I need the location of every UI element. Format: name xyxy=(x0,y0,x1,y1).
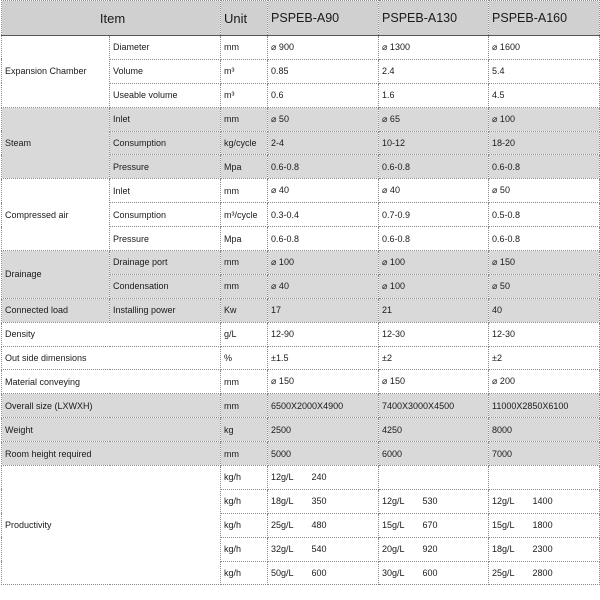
value-cell: 11000X2850X6100 xyxy=(489,394,600,418)
unit-cell: mm xyxy=(221,251,268,275)
productivity-value-cell xyxy=(489,513,600,537)
value-cell: 2.4 xyxy=(379,59,489,83)
productivity-value-cell xyxy=(489,561,600,585)
value-cell: ±1.5 xyxy=(268,346,379,370)
density-value: 12g/L xyxy=(492,496,515,507)
value-cell: 0.6 xyxy=(268,83,379,107)
value-cell: ⌀ 1300 xyxy=(379,36,489,60)
sub-item-label: Volume xyxy=(110,59,221,83)
value-cell: 10-12 xyxy=(379,131,489,155)
value-cell: ⌀ 150 xyxy=(268,370,379,394)
output-value: 670 xyxy=(422,520,438,531)
productivity-value-cell xyxy=(268,537,379,561)
value-cell: 0.6-0.8 xyxy=(489,155,600,179)
header-row xyxy=(2,1,600,36)
productivity-value-cell xyxy=(379,561,489,585)
density-value: 50g/L xyxy=(271,568,294,579)
group-label: Connected load xyxy=(2,298,110,322)
density-value: 20g/L xyxy=(382,544,405,555)
productivity-value-cell xyxy=(379,489,489,513)
density-value: 30g/L xyxy=(382,568,405,579)
value-cell: 6000 xyxy=(379,442,489,466)
spec-table xyxy=(1,0,600,585)
density-value: 32g/L xyxy=(271,544,294,555)
output-value: 480 xyxy=(311,520,327,531)
output-value: 350 xyxy=(311,496,327,507)
productivity-value-cell xyxy=(268,513,379,537)
blank-cell xyxy=(379,466,489,490)
blank-cell xyxy=(489,466,600,490)
value-cell: ⌀ 50 xyxy=(268,107,379,131)
sub-item-label: Consumption xyxy=(110,131,221,155)
header-item: Item xyxy=(2,1,221,36)
unit-cell: kg xyxy=(221,418,268,442)
unit-cell: mm xyxy=(221,107,268,131)
value-cell: 7000 xyxy=(489,442,600,466)
value-cell: ±2 xyxy=(379,346,489,370)
value-cell: ⌀ 100 xyxy=(379,251,489,275)
unit-cell: kg/h xyxy=(221,466,268,490)
density-value: 18g/L xyxy=(492,544,515,555)
output-value: 600 xyxy=(422,568,438,579)
table-row xyxy=(2,346,600,370)
unit-cell: kg/h xyxy=(221,513,268,537)
output-value: 920 xyxy=(422,544,438,555)
unit-cell: % xyxy=(221,346,268,370)
value-cell: 0.7-0.9 xyxy=(379,203,489,227)
unit-cell: mm xyxy=(221,442,268,466)
unit-cell: m³ xyxy=(221,83,268,107)
table-row xyxy=(2,179,600,203)
unit-cell: mm xyxy=(221,370,268,394)
value-cell: 0.6-0.8 xyxy=(379,155,489,179)
value-cell: ⌀ 40 xyxy=(379,179,489,203)
sub-item-label: Installing power xyxy=(110,298,221,322)
productivity-value-cell xyxy=(379,537,489,561)
value-cell: ⌀ 100 xyxy=(489,107,600,131)
unit-cell: mm xyxy=(221,274,268,298)
group-label: Expansion Chamber xyxy=(2,36,110,108)
density-value: 25g/L xyxy=(492,568,515,579)
value-cell: 12-30 xyxy=(379,322,489,346)
value-cell: ±2 xyxy=(489,346,600,370)
value-cell: 17 xyxy=(268,298,379,322)
table-row xyxy=(2,298,600,322)
spec-table-body xyxy=(2,1,600,585)
value-cell: 4.5 xyxy=(489,83,600,107)
value-cell: ⌀ 65 xyxy=(379,107,489,131)
sub-item-label: Inlet xyxy=(110,107,221,131)
table-row xyxy=(2,251,600,275)
unit-cell: kg/cycle xyxy=(221,131,268,155)
row-label: Weight xyxy=(2,418,221,442)
productivity-value-cell xyxy=(268,561,379,585)
value-cell: ⌀ 150 xyxy=(379,370,489,394)
sub-item-label: Pressure xyxy=(110,155,221,179)
row-label: Room height required xyxy=(2,442,221,466)
value-cell: 18-20 xyxy=(489,131,600,155)
productivity-value-cell xyxy=(379,513,489,537)
density-value: 18g/L xyxy=(271,496,294,507)
value-cell: 2-4 xyxy=(268,131,379,155)
table-row xyxy=(2,442,600,466)
table-row xyxy=(2,370,600,394)
unit-cell: m³ xyxy=(221,59,268,83)
value-cell: ⌀ 50 xyxy=(489,274,600,298)
output-value: 2800 xyxy=(532,568,553,579)
value-cell: ⌀ 1600 xyxy=(489,36,600,60)
value-cell: 0.6-0.8 xyxy=(379,227,489,251)
density-value: 12g/L xyxy=(271,472,294,483)
value-cell: 0.6-0.8 xyxy=(268,155,379,179)
sub-item-label: Drainage port xyxy=(110,251,221,275)
value-cell: ⌀ 40 xyxy=(268,274,379,298)
output-value: 540 xyxy=(311,544,327,555)
value-cell: ⌀ 40 xyxy=(268,179,379,203)
value-cell: 21 xyxy=(379,298,489,322)
value-cell: ⌀ 150 xyxy=(489,251,600,275)
value-cell: 5.4 xyxy=(489,59,600,83)
sub-item-label: Diameter xyxy=(110,36,221,60)
unit-cell: Mpa xyxy=(221,155,268,179)
table-row xyxy=(2,107,600,131)
row-label: Overall size (LXWXH) xyxy=(2,394,221,418)
unit-cell: mm xyxy=(221,36,268,60)
unit-cell: m³/cycle xyxy=(221,203,268,227)
row-label: Out side dimensions xyxy=(2,346,221,370)
group-label: Compressed air xyxy=(2,179,110,251)
sub-item-label: Consumption xyxy=(110,203,221,227)
unit-cell: mm xyxy=(221,179,268,203)
table-row xyxy=(2,322,600,346)
table-row xyxy=(2,394,600,418)
density-value: 12g/L xyxy=(382,496,405,507)
header-model-a90: PSPEB-A90 xyxy=(268,1,379,36)
value-cell: 5000 xyxy=(268,442,379,466)
productivity-value-cell xyxy=(268,489,379,513)
value-cell: 0.6-0.8 xyxy=(489,227,600,251)
value-cell: ⌀ 200 xyxy=(489,370,600,394)
output-value: 530 xyxy=(422,496,438,507)
value-cell: 6500X2000X4900 xyxy=(268,394,379,418)
header-model-a130: PSPEB-A130 xyxy=(379,1,489,36)
output-value: 600 xyxy=(311,568,327,579)
value-cell: ⌀ 900 xyxy=(268,36,379,60)
unit-cell: kg/h xyxy=(221,489,268,513)
output-value: 240 xyxy=(311,472,327,483)
value-cell: 4250 xyxy=(379,418,489,442)
productivity-value-cell xyxy=(489,489,600,513)
value-cell: 7400X3000X4500 xyxy=(379,394,489,418)
value-cell: 0.85 xyxy=(268,59,379,83)
value-cell: 40 xyxy=(489,298,600,322)
value-cell: 1.6 xyxy=(379,83,489,107)
value-cell: 12-90 xyxy=(268,322,379,346)
group-label: Drainage xyxy=(2,251,110,299)
group-label: Steam xyxy=(2,107,110,179)
unit-cell: kg/h xyxy=(221,561,268,585)
value-cell: 8000 xyxy=(489,418,600,442)
unit-cell: kg/h xyxy=(221,537,268,561)
value-cell: ⌀ 100 xyxy=(268,251,379,275)
density-value: 15g/L xyxy=(382,520,405,531)
sub-item-label: Pressure xyxy=(110,227,221,251)
sub-item-label: Useable volume xyxy=(110,83,221,107)
value-cell: 12-30 xyxy=(489,322,600,346)
sub-item-label: Inlet xyxy=(110,179,221,203)
header-unit: Unit xyxy=(221,1,268,36)
row-label: Material conveying xyxy=(2,370,221,394)
row-label: Density xyxy=(2,322,221,346)
density-value: 15g/L xyxy=(492,520,515,531)
productivity-label: Productivity xyxy=(2,466,221,585)
table-row xyxy=(2,36,600,60)
value-cell: ⌀ 50 xyxy=(489,179,600,203)
unit-cell: Kw xyxy=(221,298,268,322)
unit-cell: Mpa xyxy=(221,227,268,251)
value-cell: 0.6-0.8 xyxy=(268,227,379,251)
table-row xyxy=(2,466,600,490)
output-value: 1400 xyxy=(532,496,553,507)
productivity-value-cell xyxy=(268,466,379,490)
productivity-value-cell xyxy=(489,537,600,561)
density-value: 25g/L xyxy=(271,520,294,531)
unit-cell: mm xyxy=(221,394,268,418)
header-model-a160: PSPEB-A160 xyxy=(489,1,600,36)
unit-cell: g/L xyxy=(221,322,268,346)
table-row xyxy=(2,418,600,442)
value-cell: 0.3-0.4 xyxy=(268,203,379,227)
output-value: 1800 xyxy=(532,520,553,531)
value-cell: 0.5-0.8 xyxy=(489,203,600,227)
sub-item-label: Condensation xyxy=(110,274,221,298)
value-cell: 2500 xyxy=(268,418,379,442)
output-value: 2300 xyxy=(532,544,553,555)
value-cell: ⌀ 100 xyxy=(379,274,489,298)
